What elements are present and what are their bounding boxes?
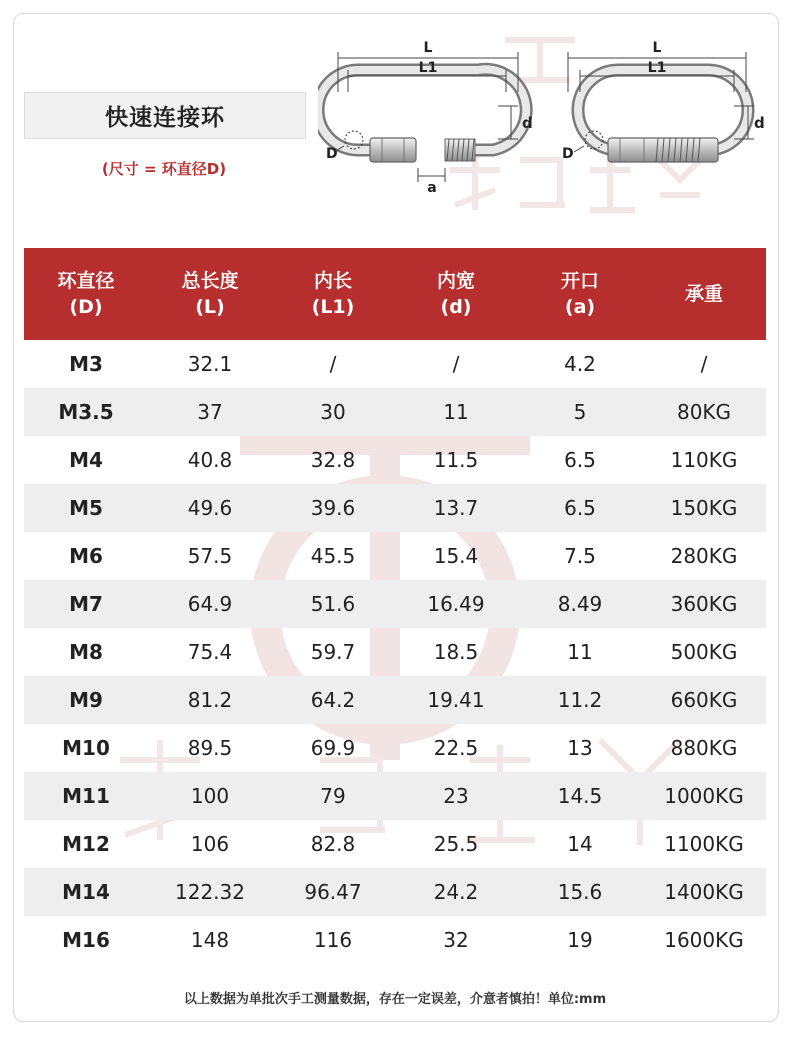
right-link-drawing xyxy=(562,40,765,162)
header-diameter: 环直径 (D) xyxy=(57,270,115,318)
table-cell: 30 xyxy=(320,400,346,424)
table-cell: 19 xyxy=(567,928,593,952)
right-label-d: d xyxy=(754,114,765,132)
table-cell: 82.8 xyxy=(310,832,356,856)
table-cell: 32.1 xyxy=(187,352,233,376)
right-label-L1: L1 xyxy=(647,60,667,76)
table-cell: 11.5 xyxy=(433,448,479,472)
table-cell: M10 xyxy=(62,736,110,760)
table-cell: M4 xyxy=(69,448,103,472)
table-cell: 116 xyxy=(313,928,353,952)
table-cell: 89.5 xyxy=(187,736,233,760)
table-cell: 64.2 xyxy=(310,688,356,712)
table-cell: M8 xyxy=(69,640,103,664)
table-cell: 660KG xyxy=(670,688,738,712)
left-label-a: a xyxy=(427,180,437,196)
table-cell: 8.49 xyxy=(557,592,603,616)
table-cell: 15.6 xyxy=(557,880,603,904)
table-cell: M9 xyxy=(69,688,103,712)
table-cell: 1100KG xyxy=(664,832,744,856)
table-cell: 5 xyxy=(573,400,587,424)
table-cell: 11 xyxy=(443,400,469,424)
table-cell: 57.5 xyxy=(187,544,233,568)
header-total-length: 总长度 (L) xyxy=(181,270,239,318)
table-cell: 15.4 xyxy=(433,544,479,568)
table-cell: 1600KG xyxy=(664,928,744,952)
table-cell: / xyxy=(700,352,708,376)
left-label-D: D xyxy=(326,146,338,162)
table-cell: 51.6 xyxy=(310,592,356,616)
quick-link-diagram xyxy=(318,32,770,197)
table-cell: 32.8 xyxy=(310,448,356,472)
table-row xyxy=(24,436,766,484)
table-header xyxy=(24,248,766,340)
spec-table xyxy=(24,248,766,964)
table-cell: 1000KG xyxy=(664,784,744,808)
table-row xyxy=(24,820,766,868)
table-row xyxy=(24,916,766,964)
table-cell: 59.7 xyxy=(310,640,356,664)
table-cell: M3 xyxy=(69,352,103,376)
table-cell: M14 xyxy=(62,880,110,904)
header-inner-length: 内长 (L1) xyxy=(311,270,355,318)
table-row xyxy=(24,388,766,436)
table-cell: / xyxy=(452,352,460,376)
table-cell: M5 xyxy=(69,496,103,520)
table-cell: / xyxy=(329,352,337,376)
left-label-L1: L1 xyxy=(418,60,438,76)
table-row xyxy=(24,580,766,628)
table-cell: M7 xyxy=(69,592,103,616)
header-load: 承重 xyxy=(684,283,723,305)
table-cell: 122.32 xyxy=(175,880,245,904)
table-cell: 32 xyxy=(443,928,469,952)
table-cell: 40.8 xyxy=(187,448,233,472)
table-cell: 37 xyxy=(197,400,223,424)
table-cell: M16 xyxy=(62,928,110,952)
table-cell: 49.6 xyxy=(187,496,233,520)
table-cell: 45.5 xyxy=(310,544,356,568)
right-label-L: L xyxy=(652,40,662,56)
table-row xyxy=(24,532,766,580)
table-cell: 96.47 xyxy=(304,880,362,904)
table-cell: 80KG xyxy=(676,400,732,424)
table-cell: 39.6 xyxy=(310,496,356,520)
header-opening: 开口 (a) xyxy=(560,270,599,318)
table-cell: M3.5 xyxy=(58,400,114,424)
table-row xyxy=(24,772,766,820)
left-label-d: d xyxy=(522,114,533,132)
header-inner-width: 内宽 (d) xyxy=(436,270,475,318)
table-cell: 19.41 xyxy=(427,688,485,712)
table-cell: 22.5 xyxy=(433,736,479,760)
table-cell: 6.5 xyxy=(564,448,596,472)
right-label-D: D xyxy=(562,146,574,162)
table-row xyxy=(24,868,766,916)
table-cell: M12 xyxy=(62,832,110,856)
table-cell: 500KG xyxy=(670,640,738,664)
table-row xyxy=(24,628,766,676)
table-cell: 280KG xyxy=(670,544,738,568)
table-cell: 23 xyxy=(443,784,469,808)
table-row xyxy=(24,724,766,772)
table-cell: M11 xyxy=(62,784,110,808)
left-link-drawing xyxy=(318,40,533,196)
table-cell: 4.2 xyxy=(564,352,596,376)
table-body xyxy=(24,340,766,964)
table-cell: 110KG xyxy=(670,448,738,472)
table-cell: 16.49 xyxy=(427,592,485,616)
table-cell: 106 xyxy=(190,832,230,856)
table-cell: 13.7 xyxy=(433,496,479,520)
size-note: (尺寸 = 环直径D) xyxy=(101,160,227,178)
table-cell: 11 xyxy=(567,640,593,664)
table-row xyxy=(24,484,766,532)
table-cell: 75.4 xyxy=(187,640,233,664)
table-cell: M6 xyxy=(69,544,103,568)
table-cell: 880KG xyxy=(670,736,738,760)
page-title: 快速连接环 xyxy=(24,92,306,139)
table-cell: 6.5 xyxy=(564,496,596,520)
table-cell: 25.5 xyxy=(433,832,479,856)
table-cell: 69.9 xyxy=(310,736,356,760)
table-cell: 14.5 xyxy=(557,784,603,808)
left-label-L: L xyxy=(423,40,433,56)
table-cell: 11.2 xyxy=(557,688,603,712)
table-cell: 7.5 xyxy=(564,544,596,568)
table-cell: 13 xyxy=(567,736,593,760)
table-row xyxy=(24,340,766,388)
table-cell: 14 xyxy=(567,832,593,856)
table-cell: 81.2 xyxy=(187,688,233,712)
table-cell: 24.2 xyxy=(433,880,479,904)
table-cell: 100 xyxy=(190,784,230,808)
table-cell: 360KG xyxy=(670,592,738,616)
table-cell: 150KG xyxy=(670,496,738,520)
table-cell: 148 xyxy=(190,928,230,952)
table-row xyxy=(24,676,766,724)
table-cell: 18.5 xyxy=(433,640,479,664)
footer-note: 以上数据为单批次手工测量数据，存在一定误差，介意者慎拍！单位:mm xyxy=(183,992,607,1007)
table-cell: 1400KG xyxy=(664,880,744,904)
table-cell: 64.9 xyxy=(187,592,233,616)
table-cell: 79 xyxy=(320,784,346,808)
